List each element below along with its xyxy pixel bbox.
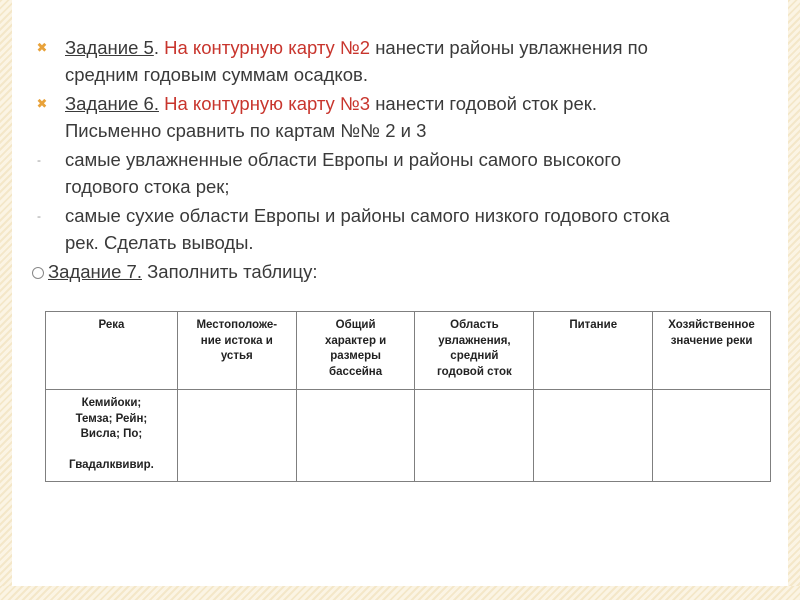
task-5-highlight: На контурную карту №2: [164, 37, 371, 58]
task-5: [32, 34, 772, 88]
river-name: Висла; По;: [80, 428, 143, 440]
subitem-2-line2: рек. Сделать выводы.: [65, 232, 254, 253]
river-name: Кемийоки;: [81, 397, 142, 409]
header-moisture: [415, 312, 534, 390]
circle-bullet-icon: [32, 267, 44, 279]
header-text: ние истока и: [200, 334, 273, 347]
empty-cell[interactable]: [296, 390, 415, 482]
subitem-wettest: [32, 146, 772, 200]
task-5-text-line2: средним годовым суммам осадков.: [65, 64, 368, 85]
task-list: [32, 34, 772, 285]
frame-right-border: [788, 0, 800, 600]
subitem-1-line2: годового стока рек;: [65, 176, 230, 197]
header-text: бассейна: [329, 365, 383, 378]
header-text: годовой сток: [437, 365, 512, 378]
task-7-text: Заполнить таблицу:: [141, 261, 318, 282]
empty-cell[interactable]: [415, 390, 534, 482]
rivers-cell: [46, 390, 178, 482]
header-text: устья: [220, 350, 253, 362]
slide: [12, 0, 788, 586]
task-5-text: нанести районы увлажнения по: [370, 37, 648, 58]
empty-cell[interactable]: [653, 390, 771, 482]
subitem-2-line1: самые сухие области Европы и районы самого низкого годового стока: [65, 205, 670, 226]
empty-cell[interactable]: [534, 390, 653, 482]
subitem-driest: [32, 202, 772, 256]
task-5-sep: .: [153, 37, 165, 58]
rivers-table: [45, 311, 771, 482]
header-text: Область: [450, 319, 499, 331]
task-6: [32, 90, 772, 144]
header-text: Река: [98, 319, 125, 331]
header-text: Питание: [569, 319, 618, 331]
header-text: средний: [450, 350, 499, 362]
task-7-label: Задание 7.: [48, 261, 142, 282]
task-7: [32, 258, 772, 285]
frame-bottom-border: [0, 586, 800, 600]
header-supply: [534, 312, 653, 390]
header-economic: [653, 312, 771, 390]
empty-cell[interactable]: [177, 390, 296, 482]
subitem-1-line1: самые увлажненные области Европы и районы самого высокого: [65, 149, 622, 170]
header-text: размеры: [330, 350, 381, 362]
header-basin: [296, 312, 415, 390]
task-5-label: Задание 5: [65, 37, 154, 58]
table-row: [46, 390, 771, 482]
task-6-text: нанести годовой сток рек.: [370, 93, 597, 114]
task-6-highlight: На контурную карту №3: [164, 93, 371, 114]
x-bullet-icon: ✖: [36, 96, 48, 111]
header-river: [46, 312, 178, 390]
dash-bullet-icon: -: [37, 153, 41, 167]
header-location: [177, 312, 296, 390]
header-text: Хозяйственное: [668, 319, 755, 331]
header-text: увлажнения,: [438, 334, 511, 347]
task-6-label: Задание 6.: [65, 93, 159, 114]
river-name: Гвадалквивир.: [69, 459, 154, 471]
header-text: Общий: [335, 319, 376, 331]
river-name: Темза; Рейн;: [75, 412, 148, 425]
task-6-text-line2: Письменно сравнить по картам №№ 2 и 3: [65, 120, 427, 141]
header-text: Местоположе-: [196, 319, 278, 331]
table-header-row: [46, 312, 771, 390]
header-text: значение реки: [670, 334, 753, 347]
dash-bullet-icon: -: [37, 209, 41, 223]
header-text: характер и: [324, 334, 387, 347]
frame-left-border: [0, 0, 12, 600]
x-bullet-icon: ✖: [36, 40, 48, 55]
